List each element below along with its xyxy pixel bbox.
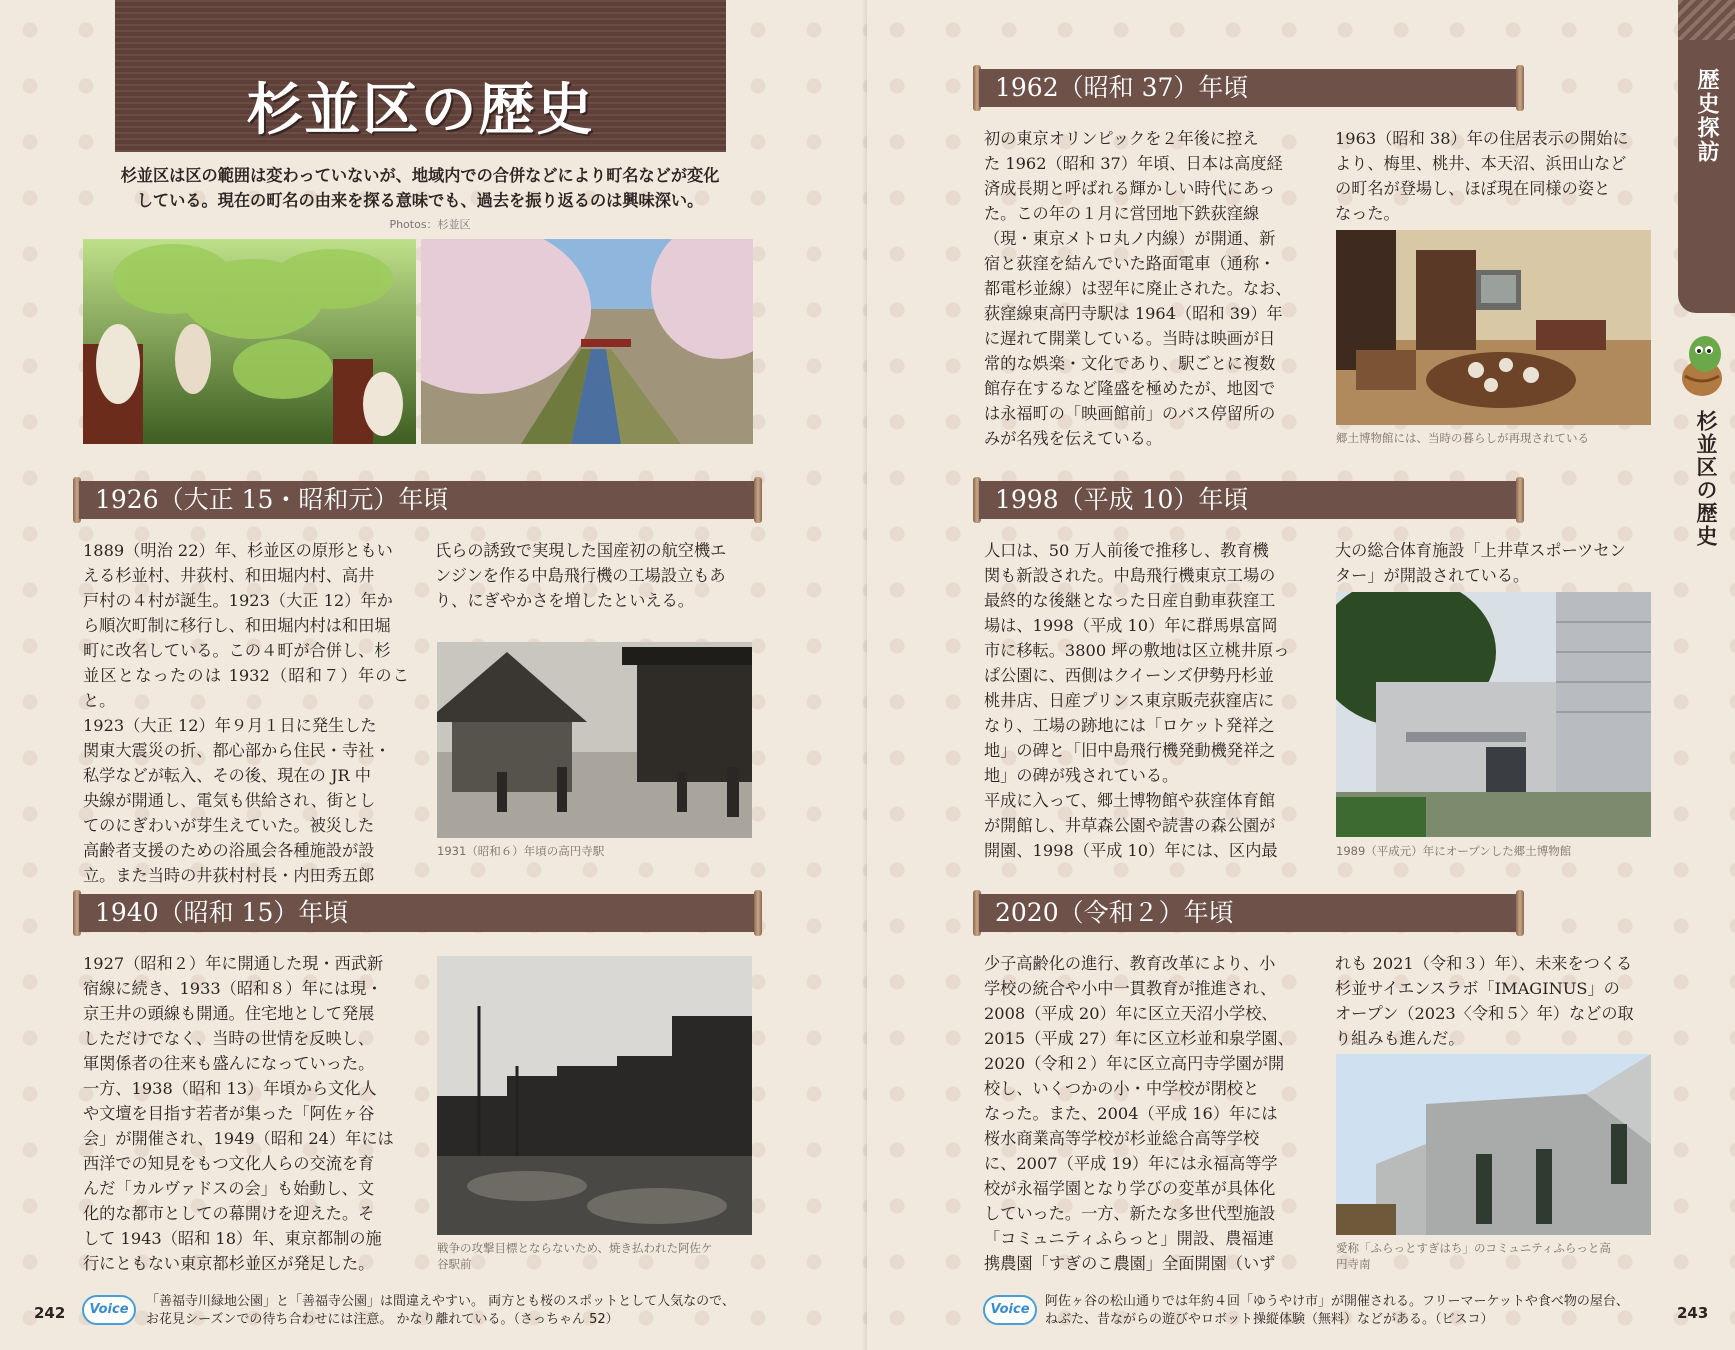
section-2020-col1: 少子高齢化の進行、教育改革により、小 学校の統合や小中一貫教育が推進され、 2008（平成 20）年に区立天沼小学校、 2015（平成 27）年に区立杉並和泉学園、 2020（令和２）年に区立高円寺学園が開 校し、いくつかの小・中学校が閉校と なった。また、2004（平成 16）年には 桜水商業高等学校が杉並総合高等学校 に、2007（平成 19）年には永福高等学 校が永福学園となり学びの変革が具体化 していった。一方、新たな多世代型施設 「コミュニティふらっと」開設、農福連 携農園「すぎのこ農園」全面開園（いず <box>984 954 1294 1273</box>
section-heading-2020 <box>979 894 1518 932</box>
title-banner <box>115 0 726 152</box>
scroll-end-right <box>754 477 762 523</box>
scroll-end-right <box>1516 477 1524 523</box>
section-1962-col1: 初の東京オリンピックを２年後に控え た 1962（昭和 37）年頃、日本は高度経 済成長期と呼ばれる輝かしい時代にあっ た。この年の１月に営団地下鉄荻窪線 （現・東京メトロ丸ノ内線）が開通、新 宿と荻窪を結んでいた路面電車（通称・ 都電杉並線）は翌年に廃止された。なお、 荻窪線東高円寺駅は 1964（昭和 39）年 に遅れて開業している。当時は映画が日 常的な娯楽・文化であり、駅ごとに複数 館存在するなど隆盛を極めたが、地図で は永福町の「映画館前」のバス停留所の みが名残を伝えている。 <box>984 129 1292 448</box>
section-heading-1998 <box>979 481 1518 519</box>
photo-caption-museum-building: 1989（平成元）年にオープンした郷土博物館 <box>1336 844 1572 858</box>
photo-caption-museum: 郷土博物館には、当時の暮らしが再現されている <box>1336 431 1589 445</box>
tab-stripe <box>1678 0 1735 40</box>
section-1962-col2: 1963（昭和 38）年の住居表示の開始に より、梅里、桃井、本天沼、浜田山など の町名が登場し、ほぼ現在同様の姿と なった。 <box>1335 129 1629 223</box>
section-heading-label: 1962（昭和 37）年頃 <box>995 73 1249 102</box>
section-heading-1962 <box>979 69 1518 107</box>
section-heading-label: 2020（令和２）年頃 <box>995 898 1234 927</box>
voice-badge: Voice <box>983 1295 1037 1325</box>
section-heading-1940 <box>79 894 756 932</box>
right-page <box>867 0 1735 1350</box>
section-heading-label: 1940（昭和 15）年頃 <box>95 898 349 927</box>
koenji-station-photo <box>437 642 752 838</box>
photo-caption-community: 愛称「ふらっとすぎはち」のコミュニティふらっと高 円寺南 <box>1336 1241 1611 1271</box>
side-section-title: 杉並区の歴史 <box>1694 410 1718 548</box>
section-2020-col2: れも 2021（令和３）年）、未来をつくる 杉並サイエンスラボ「IMAGINUS」の オープン（2023〈令和５〉年）などの取 り組みも進んだ。 <box>1335 954 1634 1048</box>
voice-text-right: 阿佐ヶ谷の松山通りでは年約４回「ゆうやけ市」が開催される。フリーマーケットや食べ物の屋台、 ねぶた、昔ながらの遊びやロボット操縦体験（無料）などがある。（ビスコ） <box>1045 1294 1629 1327</box>
scroll-end-right <box>1516 890 1524 936</box>
section-1926-col2: 氏らの誘致で実現した国産初の航空機エ ンジンを作る中島飛行機の工場設立もあ り、にぎやかさを増したといえる。 <box>435 541 727 610</box>
section-1940-col1: 1927（昭和２）年に開通した現・西武新 宿線に続き、1933（昭和８）年には現・ 京王井の頭線も開通。住宅地として発展 しただけでなく、当時の世情を反映し、 軍関係者の往来も盛んになっていった。 一方、1938（昭和 13）年頃から文化人 や文壇を目指す若者が集った「阿佐ヶ谷 会」が開催され、1949（昭和 24）年には 西洋での知見をもつ文化人らの交流を育 んだ「カルヴァドスの会」も始動し、文 化的な都市としての幕開けを迎えた。そ して 1943（昭和 18）年、東京都制の施 行にともない東京都杉並区が発足した。 <box>83 954 394 1273</box>
community-flat-photo <box>1336 1054 1651 1235</box>
lead-text: 杉並区は区の範囲は変わっていないが、地域内での合併などにより町名などが変化 している。現在の町名の由来を探る意味でも、過去を振り返るのは興味深い。 <box>120 166 720 210</box>
shrine-photo <box>83 239 416 444</box>
page-number-right: 243 <box>1677 1304 1709 1322</box>
chapter-tab-label: 歴史探訪 <box>1694 68 1719 164</box>
left-page <box>0 0 867 1350</box>
mascot-icon <box>1675 328 1729 400</box>
photo-caption-asagaya: 戦争の攻撃目標とならないため、焼き払われた阿佐ケ 谷駅前 <box>437 1241 713 1271</box>
section-heading-label: 1998（平成 10）年頃 <box>995 485 1249 514</box>
voice-text-left: 「善福寺川緑地公園」と「善福寺公園」は間違えやすい。 両方とも桜のスポットとして人気なので、 お花見シーズンでの待ち合わせには注意。 かなり離れている。（さっちゃん 52） <box>146 1294 735 1327</box>
page-number-left: 242 <box>34 1304 66 1322</box>
cherry-blossom-river-photo <box>421 239 753 444</box>
local-museum-building-photo <box>1336 592 1651 837</box>
voice-badge: Voice <box>82 1295 136 1325</box>
page-title: 杉並区の歴史 <box>246 78 595 143</box>
museum-room-photo <box>1336 230 1651 425</box>
section-1998-col1: 人口は、50 万人前後で推移し、教育機 関も新設された。中島飛行機東京工場の 最終的な後継となった日産自動車荻窪工 場は、1998（平成 10）年に群馬県富岡 市に移転。3800 坪の敷地は区立桃井原っ ぱ公園に、西側はクイーンズ伊勢丹杉並 桃井店、日産プリンス東京販売荻窪店に なり、工場の跡地には「ロケット発祥之 地」の碑と「旧中島飛行機発動機発祥之 地」の碑が残されている。 平成に入って、郷土博物館や荻窪体育館 が開館し、井草森公園や読書の森公園が 開園、1998（平成 10）年には、区内最 <box>984 541 1290 860</box>
asagaya-station-photo <box>437 956 752 1235</box>
section-heading-label: 1926（大正 15・昭和元）年頃 <box>95 485 449 514</box>
section-heading-1926 <box>79 481 756 519</box>
photo-credit: Photos：杉並区 <box>389 218 471 231</box>
chapter-tab[interactable] <box>1678 0 1735 313</box>
scroll-end-right <box>754 890 762 936</box>
photo-caption-koenji: 1931（昭和６）年頃の高円寺駅 <box>437 844 605 858</box>
section-1926-col1: 1889（明治 22）年、杉並区の原形ともい える杉並村、井荻村、和田堀内村、高井 戸村の４村が誕生。1923（大正 12）年か ら順次町制に移行し、和田堀内村は和田堀 町に改名している。この４町が合併し、杉 並区となったのは 1932（昭和７）年のこと。 1923（大正 12）年９月１日に発生した 関東大震災の折、都心部から住民・寺社・ 私学などが転入、その後、現在の JR 中 央線が開通し、電気も供給され、街とし てのにぎわいが芽生えていた。被災した 高齢者支援のための浴風会各種施設が設 立。また当時の井荻村村長・内田秀五郎 <box>83 541 409 885</box>
scroll-end-right <box>1516 65 1524 111</box>
section-1998-col2: 大の総合体育施設「上井草スポーツセン ター」が開設されている。 <box>1335 541 1626 585</box>
